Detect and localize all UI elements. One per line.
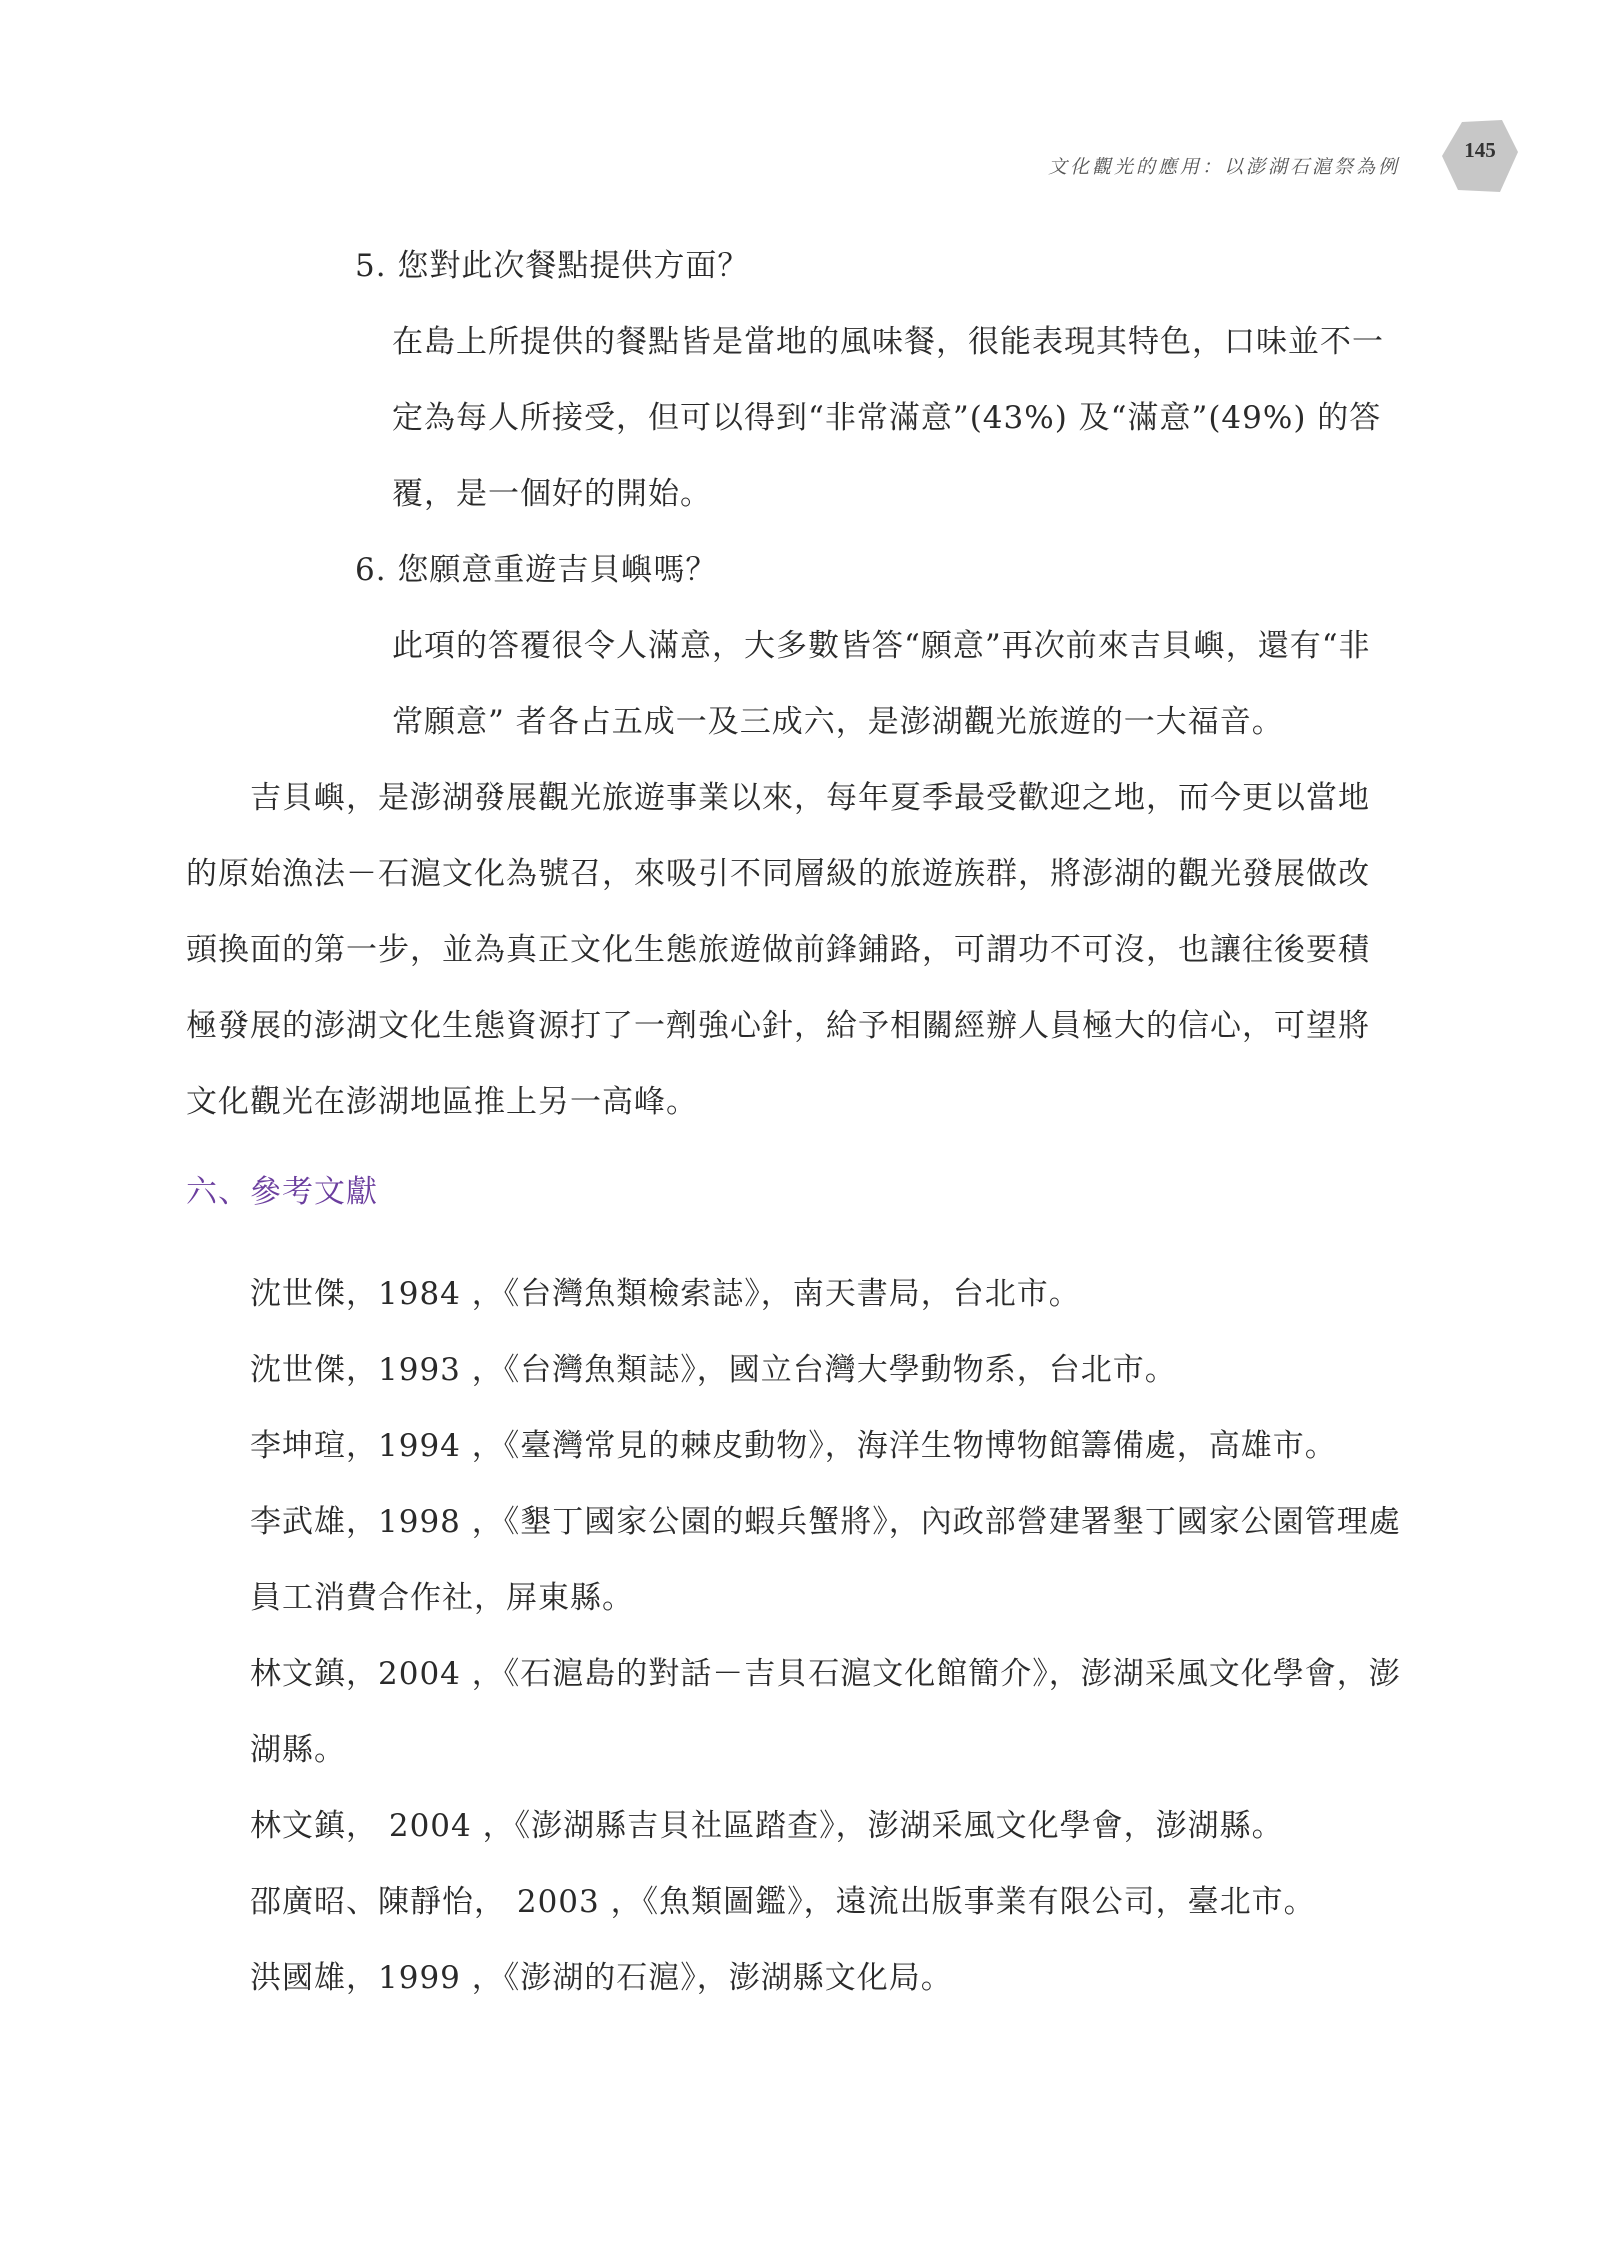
reference-item: 沈世傑，1993 ，《台灣魚類誌》，國立台灣大學動物系，台北市。 [250, 1352, 1177, 1388]
answer-5-line: 在島上所提供的餐點皆是當地的風味餐，很能表現其特色，口味並不一 [392, 324, 1384, 360]
page-number: 145 [1464, 138, 1496, 162]
section-heading: 六、參考文獻 [186, 1174, 378, 1210]
paragraph-line: 的原始漁法－石滬文化為號召，來吸引不同層級的旅遊族群，將澎湖的觀光發展做改 [186, 856, 1370, 892]
paragraph-line: 吉貝嶼，是澎湖發展觀光旅遊事業以來，每年夏季最受歡迎之地，而今更以當地 [250, 780, 1370, 816]
question-5: 5. 您對此次餐點提供方面？ [355, 248, 750, 284]
paragraph-line: 極發展的澎湖文化生態資源打了一劑強心針，給予相關經辦人員極大的信心，可望將 [186, 1008, 1370, 1044]
reference-item: 沈世傑，1984 ，《台灣魚類檢索誌》，南天書局，台北市。 [250, 1276, 1081, 1312]
reference-item: 邵廣昭、陳靜怡， 2003 ，《魚類圖鑑》，遠流出版事業有限公司，臺北市。 [250, 1884, 1316, 1920]
reference-item-continued: 員工消費合作社，屏東縣。 [250, 1580, 634, 1616]
reference-item: 洪國雄，1999 ，《澎湖的石滬》，澎湖縣文化局。 [250, 1960, 953, 1996]
answer-5-line: 定為每人所接受，但可以得到“非常滿意”(43%) 及“滿意”(49%) 的答 [392, 400, 1382, 436]
answer-6-line: 常願意” 者各占五成一及三成六，是澎湖觀光旅遊的一大福音。 [392, 704, 1284, 740]
reference-item: 李武雄，1998 ，《墾丁國家公園的蝦兵蟹將》，內政部營建署墾丁國家公園管理處 [250, 1504, 1401, 1540]
reference-item: 林文鎮，2004 ，《石滬島的對話－吉貝石滬文化館簡介》，澎湖采風文化學會，澎 [250, 1656, 1401, 1692]
reference-item: 李坤瑄，1994 ，《臺灣常見的棘皮動物》，海洋生物博物館籌備處，高雄市。 [250, 1428, 1337, 1464]
question-6: 6. 您願意重遊吉貝嶼嗎？ [355, 552, 718, 588]
answer-5-line: 覆，是一個好的開始。 [392, 476, 712, 512]
running-header: 文化觀光的應用：以澎湖石滬祭為例 [1047, 156, 1400, 178]
page-number-badge [1440, 118, 1520, 196]
reference-item-continued: 湖縣。 [250, 1732, 346, 1768]
paragraph-line: 文化觀光在澎湖地區推上另一高峰。 [186, 1084, 698, 1120]
paragraph-line: 頭換面的第一步，並為真正文化生態旅遊做前鋒鋪路，可謂功不可沒，也讓往後要積 [186, 932, 1370, 968]
answer-6-line: 此項的答覆很令人滿意，大多數皆答“願意”再次前來吉貝嶼，還有“非 [392, 628, 1371, 664]
reference-item: 林文鎮， 2004 ，《澎湖縣吉貝社區踏查》，澎湖采風文化學會，澎湖縣。 [250, 1808, 1284, 1844]
